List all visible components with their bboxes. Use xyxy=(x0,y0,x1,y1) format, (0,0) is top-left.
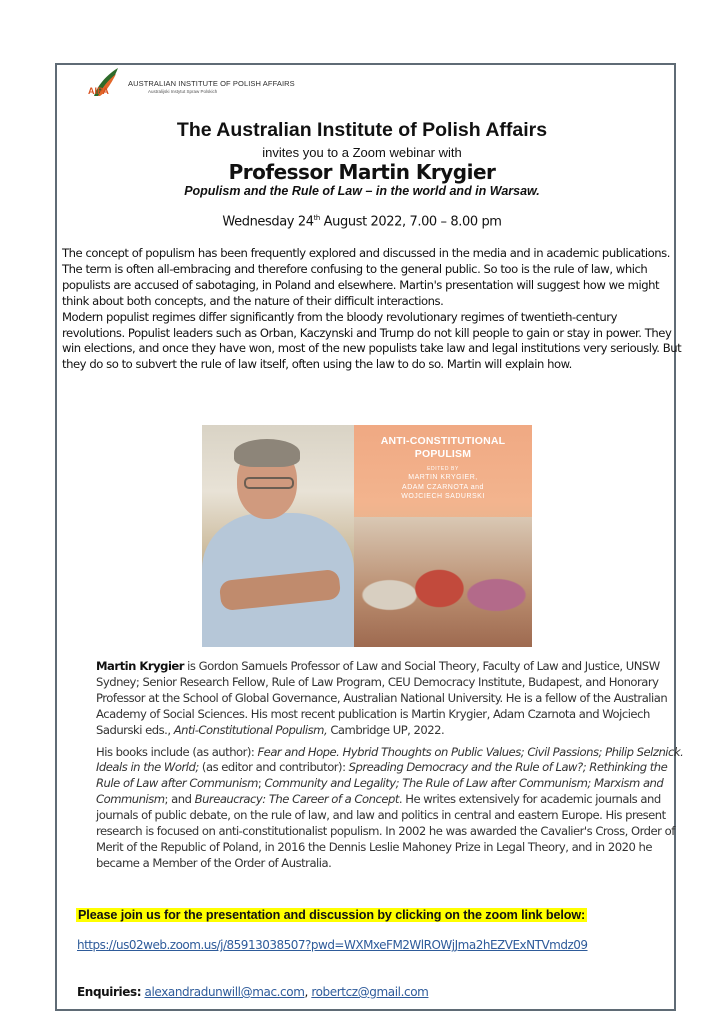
speaker-name: Professor Martin Krygier xyxy=(228,160,496,184)
book-editors: MARTIN KRYGIER, ADAM CZARNOTA and WOJCIECH SADURSKI xyxy=(401,474,485,500)
enquiries: Enquiries: alexandradunwill@mac.com, robertcz@gmail.com xyxy=(77,985,429,999)
book-cover-painting xyxy=(354,517,532,647)
bio-paragraph-1: Martin Krygier is Gordon Samuels Professor of Law and Social Theory, Faculty of Law and Justice, UNSW Sydney; Senior Research Fellow, Rule of Law Program, CEU Democracy Institute, Budapest, and Honorary Professor at the School of Global Governance, Australian National University. He is a fellow of the Australian Academy of Social Sciences. His most recent publication is Martin Krygier, Adam Czarnota and Wojciech Sadurski eds., Anti-Constitutional Populism, Cambridge UP, 2022. xyxy=(96,659,668,737)
intro-text xyxy=(62,246,682,373)
page-title: The Australian Institute of Polish Affairs xyxy=(176,119,548,141)
logo-name: AUSTRALIAN INSTITUTE OF POLISH AFFAIRS xyxy=(128,79,295,88)
enquiries-label: Enquiries: xyxy=(77,985,142,999)
book-edited-by: EDITED BY xyxy=(427,466,459,472)
speaker-and-book-image xyxy=(202,425,532,647)
bio-name: Martin Krygier xyxy=(96,659,184,673)
speaker-photo xyxy=(202,425,354,647)
logo-mark-text: AIPA xyxy=(88,86,109,96)
intro-paragraph-1: The concept of populism has been frequently explored and discussed in the media and in academic publications. The term is often all-embracing and therefore confusing to the general public. So too is the rule of law, which populists are accused of sabotaging, in Poland and elsewhere. Martin's presentation will suggest how we might think about both concepts, and the nature of their difficult interactions. xyxy=(62,246,670,308)
logo-subname: Australijski Instytut Spraw Polskich xyxy=(148,89,218,94)
email-link-2[interactable]: robertcz@gmail.com xyxy=(311,985,429,999)
talk-subtitle: Populism and the Rule of Law – in the world and in Warsaw. xyxy=(184,184,540,198)
aipa-leaf-icon xyxy=(88,66,122,100)
bio-paragraph-2: His books include (as author): Fear and Hope. Hybrid Thoughts on Public Values; Civil Passions; Philip Selznick. Ideals in the World; (as editor and contributor): Spreading Democracy and the Rule of Law?; Rethinking the Rule of Law after Communism; Community and Legality; The Rule of Law after Communism; Marxism and Communism; and Bureaucracy: The Career of a Concept. He writes extensively for academic journals and journals of public debate, on the rule of law, and law and politics in central and eastern Europe. His present research is focused on anti-constitutionalist populism. In 2002 he was awarded the Cavalier's Cross, Order of Merit of the Republic of Poland, in 2016 the Dennis Leslie Mahoney Prize in Legal Theory, and in 2020 he became a Member of the Order of Australia. xyxy=(96,744,684,870)
invitation-line: invites you to a Zoom webinar with xyxy=(262,145,462,160)
event-date xyxy=(0,214,724,229)
date-ordinal: th xyxy=(313,214,320,222)
aipa-logo xyxy=(88,66,348,102)
intro-paragraph-2: Modern populist regimes differ significantly from the bloody revolutionary regimes of twentieth-century revolutions. Populist leaders such as Orban, Kaczynski and Trump do not kill people to gain or stay in power. They win elections, and once they have won, most of the new populists take law and legal institutions very seriously. But they do so to subvert the rule of law itself, often using the law to do so. Martin will explain how. xyxy=(62,309,682,372)
book-cover xyxy=(354,425,532,647)
date-suffix: August 2022, 7.00 – 8.00 pm xyxy=(319,214,502,230)
email-link-1[interactable]: alexandradunwill@mac.com xyxy=(144,985,305,999)
speaker-bio xyxy=(96,659,686,878)
date-prefix: Wednesday 24 xyxy=(222,214,314,230)
book-title: ANTI-CONSTITUTIONAL POPULISM xyxy=(380,435,506,460)
zoom-link[interactable]: https://us02web.zoom.us/j/85913038507?pwd=WXMxeFM2WlROWjJma2hEZVExNTVmdz09 xyxy=(77,938,588,952)
join-call-to-action: Please join us for the presentation and discussion by clicking on the zoom link below: xyxy=(78,908,586,922)
